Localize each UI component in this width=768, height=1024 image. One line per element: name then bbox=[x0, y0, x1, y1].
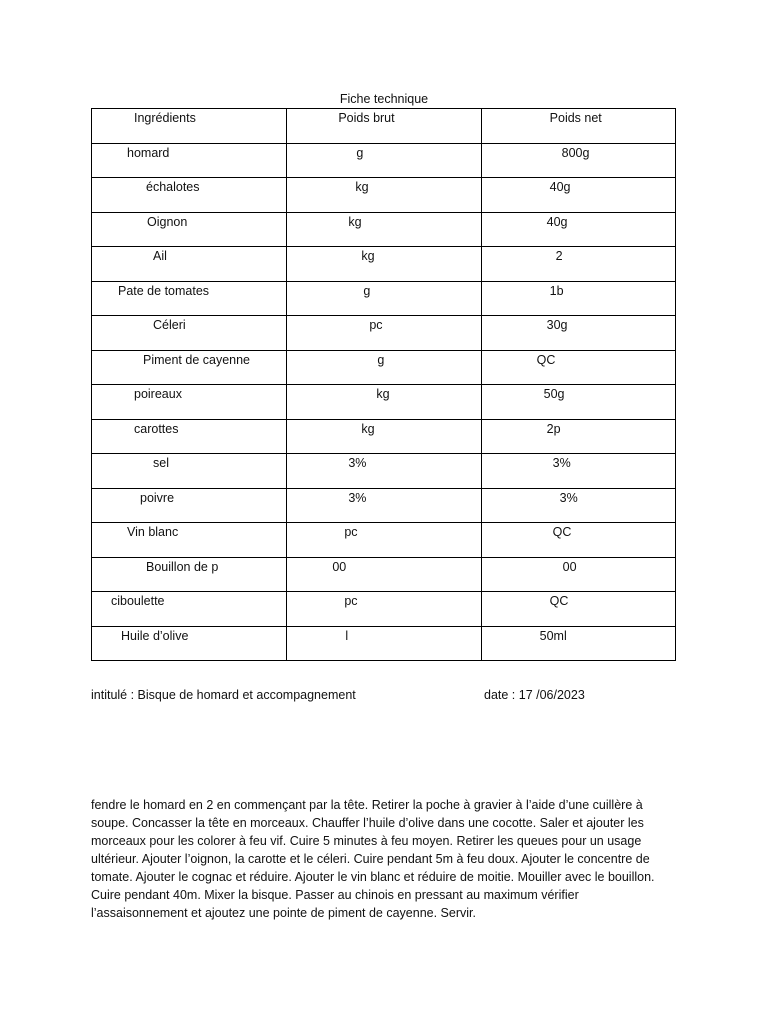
poids-net-value: 1b bbox=[549, 283, 564, 298]
recipe-title: intitulé : Bisque de homard et accompagnement bbox=[91, 688, 356, 702]
table-cell bbox=[287, 488, 481, 523]
poids-brut-value: kg bbox=[376, 387, 390, 401]
ingredient-name: Huile d’olive bbox=[121, 628, 189, 643]
poids-brut-value: g bbox=[356, 145, 364, 160]
header-cell bbox=[92, 109, 287, 144]
poids-net-value: QC bbox=[536, 352, 556, 367]
table-cell bbox=[287, 316, 481, 351]
poids-brut-value: kg bbox=[361, 249, 375, 263]
instructions-paragraph: fendre le homard en 2 en commençant par la tête. Retirer la poche à gravier à l’aide d’une cuillère à soupe. Concasser la tête en morceaux. Chauffer l’huile d’olive dans une cocotte. Saler et ajouter les morceaux pour les colorer à feu vif. Cuire 5 minutes à feu moyen. Retirer les queues pour un usage ultérieur. Ajouter l’oignon, la carotte et le céleri. Cuire pendant 5m à feu doux. Ajouter le concentre de tomate. Ajouter le cognac et réduire. Ajouter le vin blanc et réduire de moitie. Mouiller avec le bouillon. Cuire pendant 40m. Mixer la bisque. Passer au chinois en pressant au maximum vérifier l’assaisonnement et ajoutez une pointe de piment de cayenne. Servir. bbox=[91, 798, 655, 920]
table-cell bbox=[481, 626, 675, 661]
table-cell bbox=[481, 178, 675, 213]
poids-net-value: 40g bbox=[549, 180, 571, 194]
header-cell bbox=[287, 109, 481, 144]
table-cell bbox=[481, 281, 675, 316]
table-row bbox=[92, 350, 676, 385]
header-poids-net: Poids net bbox=[549, 111, 602, 125]
poids-brut-value: l bbox=[345, 628, 349, 643]
poids-brut-value: g bbox=[377, 352, 385, 367]
poids-brut-value: pc bbox=[369, 318, 383, 332]
poids-brut-value: kg bbox=[361, 421, 375, 436]
poids-net-value: 50ml bbox=[539, 628, 567, 643]
table-cell bbox=[92, 316, 287, 351]
table-row bbox=[92, 178, 676, 213]
table-cell bbox=[92, 488, 287, 523]
ingredient-name: Vin blanc bbox=[127, 525, 179, 539]
table-cell bbox=[481, 143, 675, 178]
ingredient-name: Céleri bbox=[153, 318, 186, 332]
table-cell bbox=[287, 281, 481, 316]
table-row bbox=[92, 557, 676, 592]
table-row bbox=[92, 592, 676, 627]
ingredient-name: ciboulette bbox=[111, 594, 165, 608]
table-cell bbox=[92, 247, 287, 282]
table-cell bbox=[287, 143, 481, 178]
table-cell bbox=[287, 557, 481, 592]
table-cell bbox=[92, 523, 287, 558]
poids-net-value: 3% bbox=[552, 456, 571, 470]
ingredient-name: Bouillon de p bbox=[146, 559, 219, 574]
poids-brut-value: 3% bbox=[348, 456, 367, 470]
poids-net-value: 50g bbox=[543, 387, 565, 401]
poids-net-value: 3% bbox=[559, 490, 578, 505]
table-cell bbox=[481, 212, 675, 247]
ingredient-name: poireaux bbox=[134, 387, 182, 401]
table-cell bbox=[92, 592, 287, 627]
ingredient-name: Piment de cayenne bbox=[143, 352, 251, 367]
poids-net-value: 2 bbox=[555, 249, 563, 263]
ingredient-name: sel bbox=[153, 456, 169, 470]
table-cell bbox=[481, 523, 675, 558]
ingredient-name: Pate de tomates bbox=[118, 283, 210, 298]
table-cell bbox=[287, 626, 481, 661]
poids-brut-value: g bbox=[363, 283, 371, 298]
table-row bbox=[92, 281, 676, 316]
poids-net-value: QC bbox=[552, 525, 572, 539]
table-row bbox=[92, 385, 676, 420]
ingredient-name: homard bbox=[127, 145, 170, 160]
table-row bbox=[92, 247, 676, 282]
page-title: Fiche technique bbox=[339, 92, 429, 106]
poids-net-value: 00 bbox=[562, 559, 577, 574]
table-cell bbox=[481, 454, 675, 489]
table-cell bbox=[92, 454, 287, 489]
ingredients-table bbox=[91, 108, 676, 661]
table-cell bbox=[92, 385, 287, 420]
table-row bbox=[92, 488, 676, 523]
poids-net-value: 2p bbox=[546, 421, 561, 436]
poids-brut-value: 00 bbox=[332, 559, 347, 574]
ingredient-name: carottes bbox=[134, 421, 179, 436]
table-cell bbox=[481, 385, 675, 420]
poids-net-value: QC bbox=[549, 594, 569, 608]
table-cell bbox=[481, 488, 675, 523]
recipe-date: date : 17 /06/2023 bbox=[484, 688, 585, 702]
header-poids-brut: Poids brut bbox=[338, 111, 395, 125]
table-cell bbox=[92, 350, 287, 385]
table-cell bbox=[92, 178, 287, 213]
ingredient-name: poivre bbox=[140, 490, 175, 505]
table-cell bbox=[481, 350, 675, 385]
poids-brut-value: 3% bbox=[348, 490, 367, 505]
table-cell bbox=[287, 592, 481, 627]
table-cell bbox=[287, 385, 481, 420]
poids-net-value: 800g bbox=[561, 145, 590, 160]
table-cell bbox=[481, 316, 675, 351]
table-cell bbox=[92, 143, 287, 178]
header-cell bbox=[481, 109, 675, 144]
table-row bbox=[92, 316, 676, 351]
table-cell bbox=[92, 626, 287, 661]
ingredient-name: échalotes bbox=[146, 180, 200, 194]
table-header-row bbox=[92, 109, 676, 144]
table-cell bbox=[287, 454, 481, 489]
table-cell bbox=[287, 178, 481, 213]
table-cell bbox=[481, 592, 675, 627]
table-cell bbox=[287, 523, 481, 558]
table-cell bbox=[92, 212, 287, 247]
table-cell bbox=[287, 247, 481, 282]
table-cell bbox=[287, 350, 481, 385]
table-cell bbox=[481, 247, 675, 282]
table-cell bbox=[287, 212, 481, 247]
header-ingredients: Ingrédients bbox=[134, 111, 196, 125]
poids-brut-value: pc bbox=[344, 525, 358, 539]
ingredient-name: Ail bbox=[153, 249, 167, 263]
table-cell bbox=[481, 557, 675, 592]
poids-net-value: 30g bbox=[546, 318, 568, 332]
poids-brut-value: pc bbox=[344, 594, 358, 608]
poids-brut-value: kg bbox=[348, 214, 362, 229]
table-row bbox=[92, 523, 676, 558]
table-cell bbox=[92, 557, 287, 592]
ingredient-name: Oignon bbox=[147, 214, 188, 229]
table-cell bbox=[92, 419, 287, 454]
table-cell bbox=[287, 419, 481, 454]
table-row bbox=[92, 212, 676, 247]
table-row bbox=[92, 143, 676, 178]
table-cell bbox=[92, 281, 287, 316]
poids-net-value: 40g bbox=[546, 214, 568, 229]
poids-brut-value: kg bbox=[355, 180, 369, 194]
table-row bbox=[92, 454, 676, 489]
table-row bbox=[92, 419, 676, 454]
table-row bbox=[92, 626, 676, 661]
table-cell bbox=[481, 419, 675, 454]
